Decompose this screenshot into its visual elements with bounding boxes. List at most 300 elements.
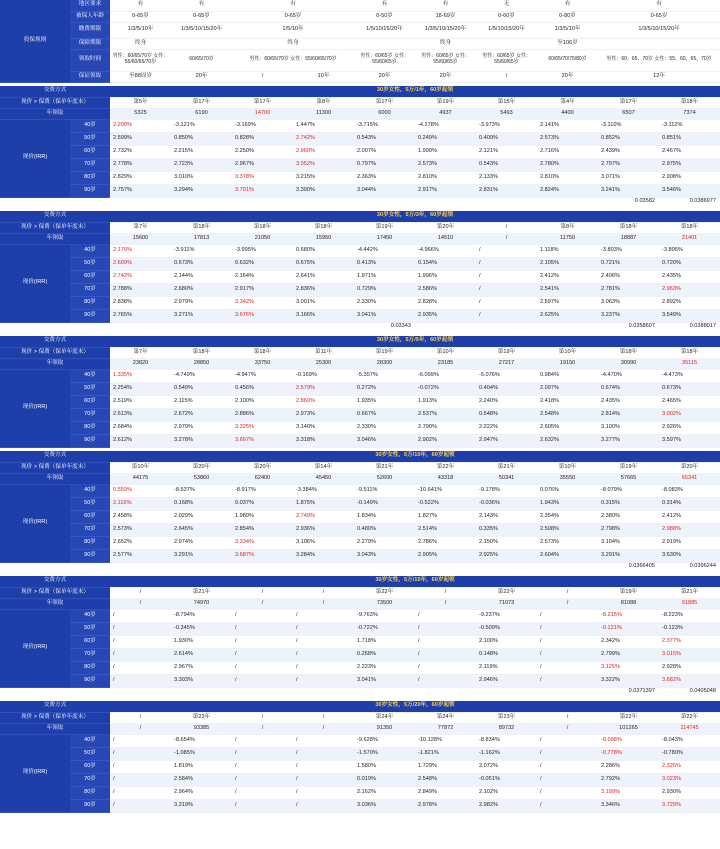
- annual-cell: 23820: [110, 358, 171, 369]
- header-field-value: 男性：60/65/70岁 女性：55/60/65/70岁: [110, 49, 171, 71]
- header-field-value: [598, 38, 720, 49]
- header-field-value: /: [476, 71, 537, 82]
- year-cell: 第8年: [537, 222, 598, 233]
- age-label: 60岁: [70, 635, 110, 648]
- irr-cell: 2.573%: [415, 158, 476, 171]
- age-label: 50岁: [70, 622, 110, 635]
- year-cell: 第7年: [110, 222, 171, 233]
- irr-cell: 1.935%: [354, 395, 415, 408]
- year-cell: 第21年: [659, 587, 720, 598]
- header-field-value: 男性：60/65岁 女性：55/60/65岁: [354, 49, 415, 71]
- header-field-value: 10年: [293, 71, 354, 82]
- annual-cell: 5493: [476, 108, 537, 119]
- irr-cell: -0.780%: [659, 747, 720, 760]
- annual-payout-row: [0, 233, 720, 244]
- annual-cell: /: [110, 723, 171, 734]
- foot-value: 0.0388017: [659, 322, 720, 332]
- irr-cell: 2.799%: [598, 648, 659, 661]
- age-label: 90岁: [70, 184, 110, 197]
- irr-cell: 2.831%: [476, 184, 537, 197]
- annual-cell: 33750: [232, 358, 293, 369]
- irr-cell: 2.723%: [171, 158, 232, 171]
- pay-method-label: 交费方式: [0, 701, 110, 712]
- year-cell: 第18年: [598, 222, 659, 233]
- annual-cell: /: [293, 598, 354, 609]
- irr-cell: -3.112%: [659, 119, 720, 132]
- irr-cell: 2.854%: [232, 523, 293, 536]
- year-cell: 第20年: [659, 462, 720, 473]
- irr-cell: 2.975%: [659, 158, 720, 171]
- irr-cell: 3.291%: [171, 549, 232, 562]
- irr-row: [0, 786, 720, 799]
- irr-cell: 2.757%: [110, 184, 171, 197]
- annual-cell: 74970: [171, 598, 232, 609]
- annual-cell: 27217: [476, 358, 537, 369]
- irr-cell: 0.667%: [354, 408, 415, 421]
- irr-cell: /: [293, 734, 354, 747]
- irr-cell: 1.827%: [415, 510, 476, 523]
- pay-method-label: 交费方式: [0, 211, 110, 222]
- irr-cell: /: [110, 648, 171, 661]
- irr-row: [0, 382, 720, 395]
- irr-row: [0, 369, 720, 382]
- irr-cell: 2.632%: [537, 434, 598, 447]
- irr-cell: 2.919%: [659, 536, 720, 549]
- year-cell: /: [232, 712, 293, 723]
- annual-cell: 101265: [598, 723, 659, 734]
- irr-cell: 2.604%: [537, 549, 598, 562]
- irr-cell: 3.063%: [598, 296, 659, 309]
- header-field-value: 1/3/5/10年: [537, 22, 598, 38]
- irr-cell: 3.294%: [171, 184, 232, 197]
- age-label: 40岁: [70, 734, 110, 747]
- year-cell: 第18年: [171, 347, 232, 358]
- irr-row: [0, 184, 720, 197]
- header-row: [0, 38, 720, 49]
- irr-cell: 3.043%: [354, 549, 415, 562]
- header-field-value: 0-60岁: [476, 11, 537, 22]
- irr-cell: 1.989%: [232, 510, 293, 523]
- annual-cell: 57665: [598, 473, 659, 484]
- irr-cell: -1.162%: [476, 747, 537, 760]
- header-field-value: 0-65岁: [110, 11, 171, 22]
- header-field-label: 保证领取: [70, 71, 110, 82]
- irr-cell: 3.001%: [293, 296, 354, 309]
- irr-label: 现价(IRR): [0, 734, 70, 812]
- year-cell: 第22年: [354, 587, 415, 598]
- header-field-value: 无: [476, 0, 537, 11]
- irr-cell: -1.570%: [354, 747, 415, 760]
- header-field-value: 60/65/70岁: [171, 49, 232, 71]
- year-cell: 第7年: [110, 347, 171, 358]
- irr-cell: 3.046%: [354, 434, 415, 447]
- year-cell: 第11年: [293, 347, 354, 358]
- irr-cell: /: [415, 635, 476, 648]
- irr-cell: -8.917%: [232, 484, 293, 497]
- irr-row: [0, 434, 720, 447]
- header-field-value: 20年: [171, 71, 232, 82]
- irr-cell: /: [415, 622, 476, 635]
- header-field-value: [171, 38, 232, 49]
- irr-row: [0, 296, 720, 309]
- irr-cell: 3.104%: [598, 536, 659, 549]
- annual-payout-row: [0, 473, 720, 484]
- header-field-value: 0-65岁: [232, 11, 354, 22]
- header-field-value: 0-50岁: [354, 11, 415, 22]
- section-foot-row: [0, 687, 720, 697]
- irr-row: [0, 270, 720, 283]
- irr-cell: 1.971%: [354, 270, 415, 283]
- annual-cell: /: [537, 723, 598, 734]
- annual-cell: 14510: [415, 233, 476, 244]
- irr-row: [0, 158, 720, 171]
- header-field-value: 有: [232, 0, 354, 11]
- irr-cell: 2.584%: [171, 773, 232, 786]
- irr-cell: 2.548%: [537, 408, 598, 421]
- irr-cell: 1.447%: [293, 119, 354, 132]
- foot-value: 0.0396244: [659, 562, 720, 572]
- irr-cell: /: [476, 244, 537, 257]
- annual-cell: /: [415, 598, 476, 609]
- irr-row: [0, 408, 720, 421]
- section-title-row: [0, 576, 720, 587]
- irr-cell: 1.729%: [415, 760, 476, 773]
- year-cell: 第18年: [659, 347, 720, 358]
- irr-cell: -8.834%: [476, 734, 537, 747]
- irr-cell: 0.076%: [537, 484, 598, 497]
- irr-row: [0, 283, 720, 296]
- pay-method-label: 交费方式: [0, 451, 110, 462]
- irr-cell: -4.278%: [415, 119, 476, 132]
- irr-cell: 2.176%: [110, 244, 171, 257]
- irr-cell: 2.780%: [537, 158, 598, 171]
- irr-cell: 3.071%: [598, 171, 659, 184]
- irr-cell: 0.335%: [476, 523, 537, 536]
- irr-cell: 2.684%: [110, 421, 171, 434]
- irr-cell: 2.519%: [110, 395, 171, 408]
- irr-cell: -4.947%: [232, 369, 293, 382]
- header-field-label: 地区要求: [70, 0, 110, 11]
- year-cell: 第18年: [293, 222, 354, 233]
- irr-row: [0, 648, 720, 661]
- irr-cell: 2.573%: [537, 536, 598, 549]
- foot-value: 0.0371397: [598, 687, 659, 697]
- foot-spacer: [415, 322, 598, 332]
- cash-value-year-row: [0, 222, 720, 233]
- year-cell: 第10年: [415, 347, 476, 358]
- irr-cell: 2.749%: [293, 510, 354, 523]
- age-label: 80岁: [70, 296, 110, 309]
- irr-cell: /: [110, 635, 171, 648]
- annual-cell: 89732: [476, 723, 537, 734]
- age-label: 40岁: [70, 119, 110, 132]
- irr-cell: -3.995%: [232, 244, 293, 257]
- foot-spacer: [0, 562, 598, 572]
- annual-cell: 35115: [659, 358, 720, 369]
- irr-cell: 2.838%: [110, 296, 171, 309]
- irr-cell: -0.051%: [476, 773, 537, 786]
- irr-cell: /: [232, 747, 293, 760]
- year-cell: 第24年: [415, 712, 476, 723]
- annual-cell: /: [476, 233, 537, 244]
- annual-cell: 44175: [110, 473, 171, 484]
- irr-row: [0, 484, 720, 497]
- annual-cell: 45450: [293, 473, 354, 484]
- irr-cell: /: [110, 773, 171, 786]
- year-cell: 第17年: [232, 97, 293, 108]
- irr-cell: /: [537, 773, 598, 786]
- irr-cell: /: [415, 609, 476, 622]
- header-field-value: 男性：60、65、70岁 女性：55、60、65、70岁: [598, 49, 720, 71]
- irr-cell: -4.473%: [659, 369, 720, 382]
- irr-cell: /: [293, 622, 354, 635]
- irr-cell: 2.541%: [537, 283, 598, 296]
- header-field-value: 1/5/10年: [232, 22, 354, 38]
- irr-cell: 3.322%: [598, 674, 659, 687]
- irr-cell: 2.892%: [659, 296, 720, 309]
- year-cell: 第19年: [476, 347, 537, 358]
- age-label: 70岁: [70, 158, 110, 171]
- irr-row: [0, 747, 720, 760]
- irr-cell: -5.076%: [476, 369, 537, 382]
- irr-cell: 1.118%: [537, 244, 598, 257]
- irr-cell: 2.792%: [598, 773, 659, 786]
- year-cell: 第19年: [354, 347, 415, 358]
- irr-row: [0, 132, 720, 145]
- age-label: 40岁: [70, 369, 110, 382]
- header-field-value: 0-65岁: [598, 11, 720, 22]
- header-field-value: [354, 38, 415, 49]
- irr-cell: 3.041%: [354, 674, 415, 687]
- irr-cell: 0.548%: [476, 408, 537, 421]
- irr-cell: 2.936%: [293, 523, 354, 536]
- irr-cell: /: [232, 799, 293, 812]
- cash-value-year-row: [0, 712, 720, 723]
- irr-cell: 0.413%: [354, 257, 415, 270]
- irr-cell: 2.973%: [293, 408, 354, 421]
- year-cell: 第23年: [171, 712, 232, 723]
- header-field-value: 1/5/10/15/20年: [476, 22, 537, 38]
- irr-row: [0, 523, 720, 536]
- irr-cell: 2.254%: [110, 382, 171, 395]
- irr-cell: /: [476, 309, 537, 322]
- year-cell: 第5年: [110, 97, 171, 108]
- irr-cell: -8.215%: [598, 609, 659, 622]
- irr-cell: 2.613%: [110, 408, 171, 421]
- annual-cell: 15950: [293, 233, 354, 244]
- irr-cell: 2.788%: [110, 283, 171, 296]
- year-cell: 第17年: [598, 97, 659, 108]
- irr-cell: 2.143%: [476, 510, 537, 523]
- irr-cell: /: [537, 661, 598, 674]
- header-field-value: 有: [171, 0, 232, 11]
- irr-cell: 2.935%: [415, 309, 476, 322]
- cash-value-label: 现价 > 保费（保单年度末）: [0, 97, 110, 108]
- annual-payout-row: [0, 723, 720, 734]
- irr-cell: 3.284%: [293, 549, 354, 562]
- header-field-value: 至106岁: [537, 38, 598, 49]
- annual-cell: 21050: [232, 233, 293, 244]
- cash-value-year-row: [0, 97, 720, 108]
- irr-cell: 3.378%: [232, 171, 293, 184]
- header-field-value: 有: [537, 0, 598, 11]
- age-label: 60岁: [70, 395, 110, 408]
- header-field-value: 男性：60/65岁 女性：55/60/65岁: [476, 49, 537, 71]
- irr-cell: 3.036%: [354, 799, 415, 812]
- year-cell: 第21年: [476, 462, 537, 473]
- irr-cell: 2.979%: [171, 296, 232, 309]
- header-field-value: 终身: [110, 38, 171, 49]
- irr-cell: 3.271%: [171, 309, 232, 322]
- irr-cell: 2.605%: [537, 421, 598, 434]
- irr-cell: /: [293, 799, 354, 812]
- irr-cell: 2.928%: [659, 661, 720, 674]
- section-title-row: [0, 451, 720, 462]
- irr-cell: -9.628%: [354, 734, 415, 747]
- irr-cell: /: [110, 661, 171, 674]
- irr-cell: 2.330%: [354, 296, 415, 309]
- foot-value: 0.0405048: [659, 687, 720, 697]
- irr-cell: 2.105%: [537, 257, 598, 270]
- header-row: [0, 22, 720, 38]
- irr-cell: 3.334%: [232, 536, 293, 549]
- irr-cell: -8.654%: [171, 734, 232, 747]
- irr-label: 现价(IRR): [0, 244, 70, 322]
- header-field-value: 18-69岁: [415, 11, 476, 22]
- year-cell: 第18年: [659, 97, 720, 108]
- annual-cell: 81088: [598, 598, 659, 609]
- cash-value-label: 现价 > 保费（保单年度末）: [0, 222, 110, 233]
- irr-cell: /: [537, 609, 598, 622]
- header-field-value: 有: [110, 0, 171, 11]
- irr-cell: 0.314%: [659, 497, 720, 510]
- header-field-value: 男性：60/65/70岁 女性：55/60/65/70岁: [232, 49, 354, 71]
- irr-cell: 2.810%: [415, 171, 476, 184]
- age-label: 70岁: [70, 648, 110, 661]
- age-label: 90岁: [70, 799, 110, 812]
- age-label: 50岁: [70, 497, 110, 510]
- irr-cell: -8.043%: [659, 734, 720, 747]
- irr-cell: 3.199%: [598, 786, 659, 799]
- header-field-value: 至88周岁: [110, 71, 171, 82]
- irr-cell: 3.100%: [598, 421, 659, 434]
- year-cell: 第20年: [232, 462, 293, 473]
- irr-cell: 3.166%: [293, 309, 354, 322]
- irr-cell: /: [293, 773, 354, 786]
- annual-label: 年领取: [0, 358, 110, 369]
- irr-cell: 2.380%: [598, 510, 659, 523]
- irr-cell: -4.442%: [354, 244, 415, 257]
- irr-cell: -3.110%: [598, 119, 659, 132]
- irr-row: [0, 395, 720, 408]
- irr-cell: 2.222%: [476, 421, 537, 434]
- group-label: 投保规则: [0, 0, 70, 82]
- irr-cell: 3.687%: [232, 549, 293, 562]
- irr-cell: 2.537%: [415, 408, 476, 421]
- year-cell: 第15年: [476, 97, 537, 108]
- irr-row: [0, 549, 720, 562]
- section-title-row: [0, 86, 720, 97]
- irr-cell: 0.409%: [476, 132, 537, 145]
- irr-cell: /: [293, 635, 354, 648]
- irr-cell: 2.097%: [537, 382, 598, 395]
- pay-method-label: 交费方式: [0, 86, 110, 97]
- age-label: 50岁: [70, 257, 110, 270]
- irr-cell: 2.625%: [537, 309, 598, 322]
- irr-cell: 3.390%: [293, 184, 354, 197]
- irr-cell: /: [293, 661, 354, 674]
- irr-cell: -5.357%: [354, 369, 415, 382]
- irr-cell: 3.044%: [354, 184, 415, 197]
- year-cell: /: [232, 587, 293, 598]
- annual-cell: 15600: [110, 233, 171, 244]
- irr-cell: 2.116%: [110, 497, 171, 510]
- irr-cell: 3.015%: [659, 648, 720, 661]
- irr-row: [0, 609, 720, 622]
- annual-cell: 23185: [415, 358, 476, 369]
- age-label: 90岁: [70, 674, 110, 687]
- irr-cell: 2.102%: [476, 786, 537, 799]
- annual-label: 年领取: [0, 233, 110, 244]
- annual-label: 年领取: [0, 108, 110, 119]
- irr-row: [0, 171, 720, 184]
- year-cell: 第17年: [171, 97, 232, 108]
- irr-cell: /: [293, 609, 354, 622]
- header-field-value: 终身: [232, 38, 354, 49]
- irr-cell: 2.577%: [110, 549, 171, 562]
- annual-cell: 11300: [293, 108, 354, 119]
- irr-cell: 0.168%: [171, 497, 232, 510]
- irr-cell: /: [232, 674, 293, 687]
- irr-cell: -3.384%: [293, 484, 354, 497]
- section-foot-row: [0, 197, 720, 207]
- year-cell: 第21年: [171, 587, 232, 598]
- age-label: 50岁: [70, 132, 110, 145]
- irr-cell: 2.150%: [476, 536, 537, 549]
- irr-cell: 0.680%: [293, 244, 354, 257]
- irr-cell: /: [293, 648, 354, 661]
- irr-cell: -6.099%: [415, 369, 476, 382]
- irr-cell: 3.125%: [598, 661, 659, 674]
- irr-cell: -0.121%: [598, 622, 659, 635]
- header-field-value: 有: [354, 0, 415, 11]
- annual-cell: 53860: [171, 473, 232, 484]
- irr-cell: 3.346%: [598, 799, 659, 812]
- irr-cell: 0.851%: [659, 132, 720, 145]
- year-cell: 第10年: [537, 347, 598, 358]
- irr-cell: 2.886%: [232, 408, 293, 421]
- irr-row: [0, 622, 720, 635]
- irr-cell: 2.836%: [293, 283, 354, 296]
- irr-cell: 2.978%: [415, 799, 476, 812]
- irr-cell: 2.579%: [293, 382, 354, 395]
- irr-cell: 2.029%: [171, 510, 232, 523]
- irr-cell: -8.079%: [598, 484, 659, 497]
- irr-cell: /: [232, 773, 293, 786]
- irr-cell: /: [293, 674, 354, 687]
- header-row: [0, 49, 720, 71]
- irr-cell: 2.742%: [110, 270, 171, 283]
- irr-cell: 0.720%: [659, 257, 720, 270]
- irr-cell: 0.559%: [110, 484, 171, 497]
- irr-cell: 3.241%: [598, 184, 659, 197]
- year-cell: 第10年: [110, 462, 171, 473]
- irr-cell: -3.715%: [354, 119, 415, 132]
- header-row: [0, 0, 720, 11]
- irr-cell: 2.967%: [232, 158, 293, 171]
- irr-cell: 2.765%: [110, 309, 171, 322]
- year-cell: 第18年: [232, 347, 293, 358]
